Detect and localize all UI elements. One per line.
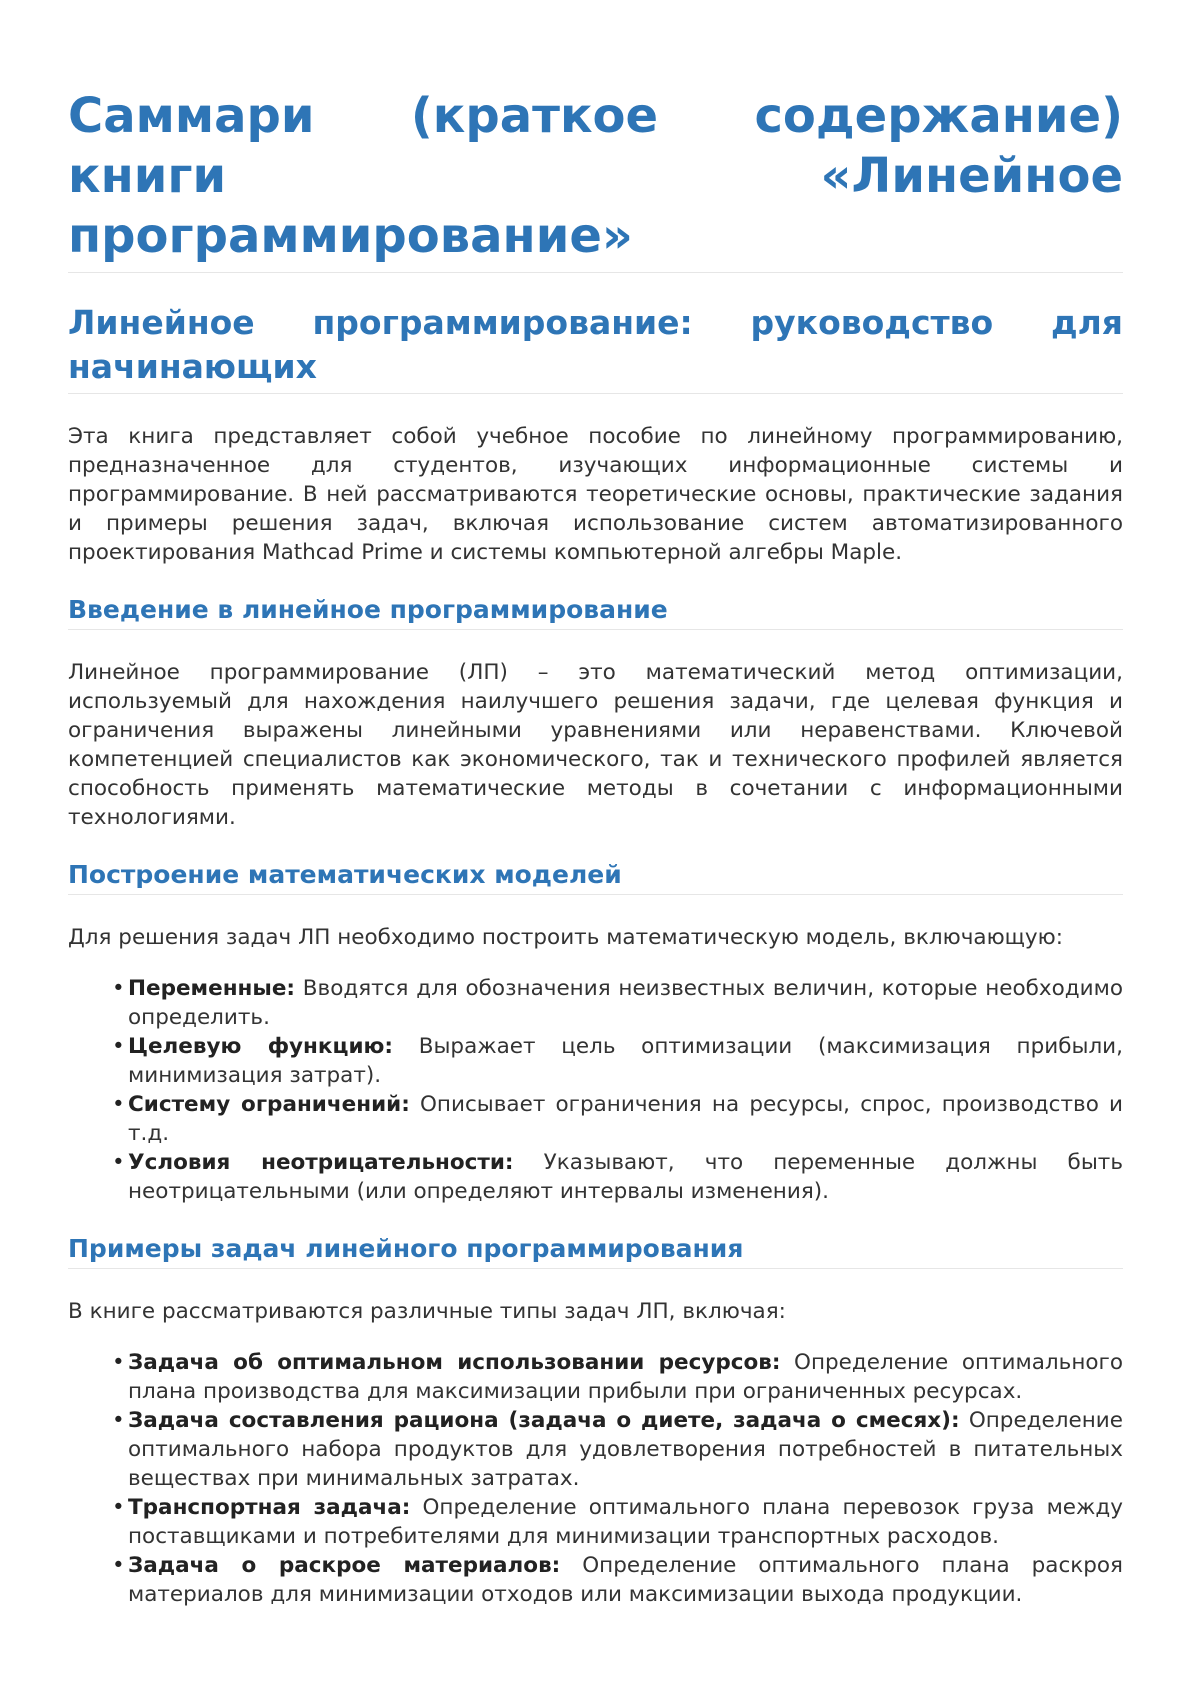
list-item-term: Систему ограничений: — [128, 1092, 410, 1117]
list-item-text: Определение оптимального плана производства для максимизации прибыли при ограниченных ресурсах. — [128, 1350, 1123, 1404]
list-item-text: Вводятся для обозначения неизвестных величин, которые необходимо определить. — [128, 976, 1123, 1030]
document-title: Саммари (краткое содержание) книги «Линейное программирование» — [68, 86, 1123, 273]
list-item-text: Определение оптимального набора продуктов для удовлетворения потребностей в питательных веществах при минимальных затратах. — [128, 1408, 1123, 1491]
section-heading: Построение математических моделей — [68, 858, 1123, 895]
list-item — [128, 1148, 1123, 1206]
list-item-text: Определение оптимального плана перевозок груза между поставщиками и потребителями для минимизации транспортных расходов. — [128, 1495, 1123, 1549]
section-paragraph: В книге рассматриваются различные типы задач ЛП, включая: — [68, 1299, 786, 1324]
list-item-term: Условия неотрицательности: — [128, 1150, 514, 1175]
list-item — [128, 1406, 1123, 1493]
list-item-term: Транспортная задача: — [128, 1495, 411, 1520]
problem-types-list — [68, 1348, 1123, 1609]
list-item — [128, 1348, 1123, 1406]
list-item-term: Целевую функцию: — [128, 1034, 394, 1059]
section-examples — [68, 1232, 1123, 1609]
section-paragraph: Линейное программирование (ЛП) – это математический метод оптимизации, используемый для нахождения наилучшего решения задачи, где целевая функция и ограничения выражены линейными уравнениями или неравенствами. Ключевой компетенцией специалистов как экономического, так и технического профилей является способность применять математические методы в сочетании с информационными технологиями. — [68, 660, 1123, 830]
section-introduction — [68, 593, 1123, 832]
list-item — [128, 1551, 1123, 1609]
list-item-term: Задача составления рациона (задача о диете, задача о смесях): — [128, 1408, 960, 1433]
list-item-term: Задача о раскрое материалов: — [128, 1553, 561, 1578]
list-item-term: Переменные: — [128, 976, 296, 1001]
list-item — [128, 1493, 1123, 1551]
section-paragraph: Для решения задач ЛП необходимо построить математическую модель, включающую: — [68, 925, 1063, 950]
list-item-text: Описывает ограничения на ресурсы, спрос, производство и т.д. — [128, 1092, 1124, 1146]
model-components-list — [68, 974, 1123, 1206]
list-item — [128, 1032, 1123, 1090]
list-item-text: Определение оптимального плана раскроя материалов для минимизации отходов или максимизации выхода продукции. — [128, 1553, 1123, 1607]
section-heading: Введение в линейное программирование — [68, 593, 1123, 630]
section-heading: Примеры задач линейного программирования — [68, 1232, 1123, 1269]
document-subtitle: Линейное программирование: руководство для начинающих — [68, 301, 1123, 394]
list-item — [128, 1090, 1123, 1148]
section-models — [68, 858, 1123, 1206]
list-item-term: Задача об оптимальном использовании ресурсов: — [128, 1350, 781, 1375]
list-item-text: Выражает цель оптимизации (максимизация прибыли, минимизация затрат). — [128, 1034, 1123, 1088]
list-item — [128, 974, 1123, 1032]
intro-paragraph: Эта книга представляет собой учебное пособие по линейному программированию, предназначенное для студентов, изучающих информационные системы и программирование. В ней рассматриваются теоретические основы, практические задания и примеры решения задач, включая использование систем автоматизированного проектирования Mathcad Prime и системы компьютерной алгебры Maple. — [68, 424, 1123, 565]
list-item-text: Указывают, что переменные должны быть неотрицательными (или определяют интервалы изменения). — [128, 1150, 1123, 1204]
